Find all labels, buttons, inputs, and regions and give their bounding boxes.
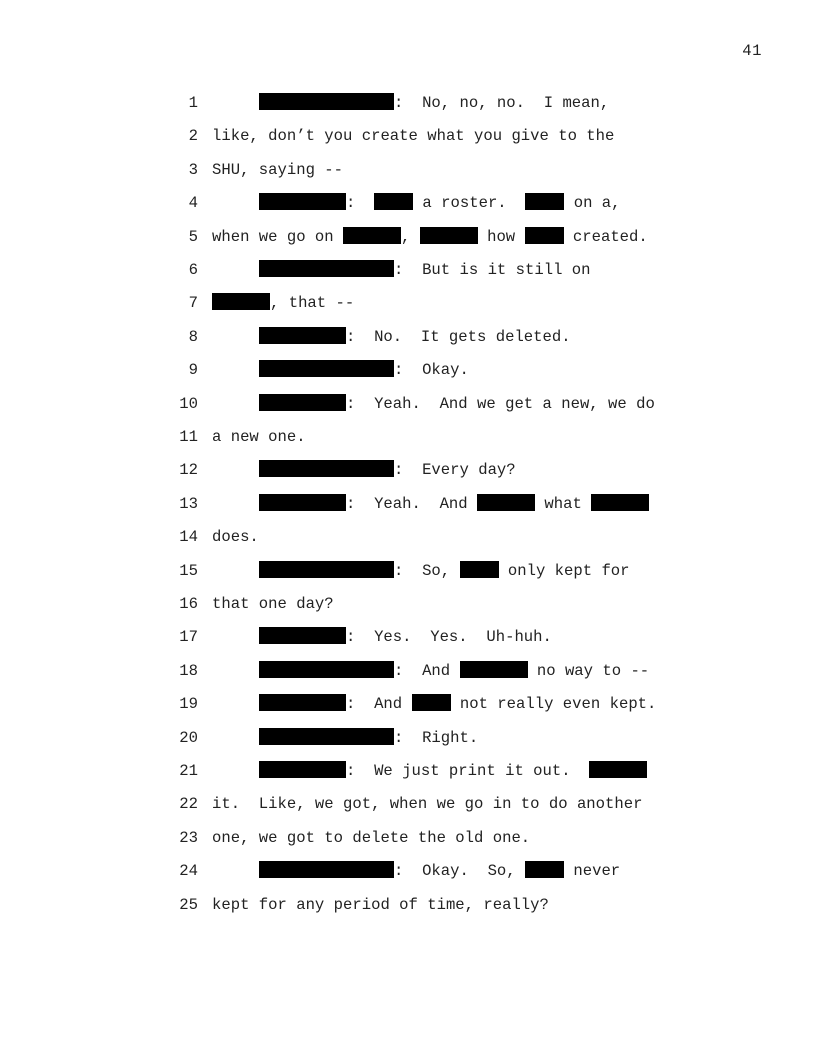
line-number: 1 (188, 94, 198, 112)
line-number: 22 (179, 795, 198, 814)
redaction-block (259, 93, 394, 110)
line-text-segment: when we go on (212, 227, 344, 246)
line-text (212, 227, 648, 247)
line-number: 21 (179, 762, 198, 780)
line-number: 25 (179, 895, 198, 914)
line-number: 18 (179, 661, 198, 680)
redaction-block (259, 327, 346, 344)
redaction-block (343, 227, 401, 244)
line-text (259, 360, 469, 380)
line-text (259, 627, 552, 647)
line-text (259, 193, 621, 213)
redaction-block (591, 494, 649, 511)
line-text-segment: never (564, 862, 621, 881)
line-number: 7 (188, 294, 198, 313)
line-text-segment: : But is it still on (394, 261, 591, 279)
redaction-block (525, 227, 564, 244)
line-text-segment: : So, (394, 561, 460, 580)
line-number: 20 (179, 728, 198, 747)
line-text-segment: : Every day? (394, 461, 516, 480)
line-text (212, 527, 259, 547)
line-text (259, 394, 655, 414)
line-text-segment: no way to -- (527, 661, 650, 680)
line-text (259, 694, 656, 714)
line-text-segment: : Yeah. And we get a new, we do (346, 394, 655, 413)
line-number: 23 (179, 828, 198, 847)
line-text (212, 594, 334, 614)
line-text-segment: : And (394, 661, 460, 680)
line-text (259, 761, 647, 781)
line-number: 19 (179, 695, 198, 714)
line-number: 8 (188, 327, 198, 346)
redaction-block (374, 193, 413, 210)
redaction-block (212, 293, 270, 310)
redaction-block (477, 494, 535, 511)
line-number: 9 (188, 361, 198, 380)
line-text (212, 160, 343, 180)
line-number: 24 (179, 862, 198, 881)
line-text (212, 828, 530, 848)
line-text-segment: , (401, 227, 420, 246)
line-text-segment: : No, no, no. I mean, (394, 94, 610, 112)
redaction-block (259, 394, 346, 411)
redaction-block (259, 561, 394, 578)
line-text (212, 427, 306, 447)
line-text (259, 728, 478, 748)
line-text-segment: only kept for (498, 561, 630, 580)
redaction-block (460, 661, 528, 678)
line-text-segment: created. (563, 227, 648, 246)
line-text-segment: : Yeah. And (346, 494, 478, 513)
line-text (259, 494, 649, 514)
line-text-segment: : (346, 194, 375, 213)
line-text-segment: : Okay. (394, 361, 469, 380)
line-text-segment: kept for any period of time, really? (212, 895, 549, 914)
line-text (212, 126, 614, 146)
redaction-block (259, 627, 346, 644)
line-number: 2 (188, 127, 198, 146)
line-text-segment: does. (212, 528, 259, 547)
line-text-segment: it. Like, we got, when we go in to do another (212, 795, 643, 814)
line-text-segment: SHU, saying -- (212, 160, 344, 179)
line-text-segment: what (535, 494, 592, 513)
line-text (259, 561, 630, 581)
redaction-block (589, 761, 647, 778)
redaction-block (259, 494, 346, 511)
redaction-block (525, 193, 564, 210)
page-number: 41 (742, 42, 762, 60)
line-text-segment: one, we got to delete the old one. (212, 828, 531, 847)
line-text (259, 93, 609, 113)
line-number: 16 (179, 595, 198, 613)
line-number: 3 (188, 160, 198, 179)
redaction-block (259, 661, 394, 678)
redaction-block (420, 227, 478, 244)
line-text (212, 895, 549, 915)
line-text-segment: : Okay. So, (394, 862, 526, 881)
line-number: 5 (188, 227, 198, 246)
line-number: 4 (188, 194, 198, 213)
line-number: 10 (179, 394, 198, 413)
line-text (259, 460, 516, 480)
line-text-segment: : No. It gets deleted. (346, 327, 571, 346)
line-number: 17 (179, 628, 198, 647)
line-number: 11 (179, 428, 198, 446)
line-text (259, 260, 591, 280)
line-text-segment: : Right. (394, 728, 479, 747)
line-text-segment: , that -- (270, 294, 355, 313)
redaction-block (259, 761, 346, 778)
redaction-block (259, 728, 394, 745)
line-text-segment: not really even kept. (450, 695, 657, 714)
line-text-segment: : And (346, 695, 412, 714)
line-text-segment: : We just print it out. (346, 762, 590, 780)
line-number: 13 (179, 494, 198, 513)
line-text (212, 794, 642, 814)
redaction-block (259, 260, 394, 277)
line-text (212, 293, 354, 313)
redaction-block (460, 561, 499, 578)
line-text-segment: on a, (564, 194, 621, 213)
line-text-segment: like, don’t you create what you give to the (212, 127, 615, 146)
redaction-block (259, 460, 394, 477)
redaction-block (525, 861, 564, 878)
redaction-block (259, 861, 394, 878)
line-text (259, 661, 649, 681)
line-text-segment: how (477, 227, 525, 246)
line-text-segment: a roster. (413, 194, 526, 213)
line-number: 15 (179, 561, 198, 580)
line-number: 14 (179, 528, 198, 547)
redaction-block (259, 193, 346, 210)
line-number: 6 (188, 261, 198, 279)
line-text (259, 327, 571, 347)
line-text (259, 861, 620, 881)
line-number: 12 (179, 461, 198, 480)
redaction-block (259, 360, 394, 377)
line-text-segment: that one day? (212, 595, 334, 613)
line-text-segment: a new one. (212, 428, 306, 446)
line-text-segment: : Yes. Yes. Uh-huh. (346, 628, 552, 647)
redaction-block (412, 694, 451, 711)
redaction-block (259, 694, 346, 711)
